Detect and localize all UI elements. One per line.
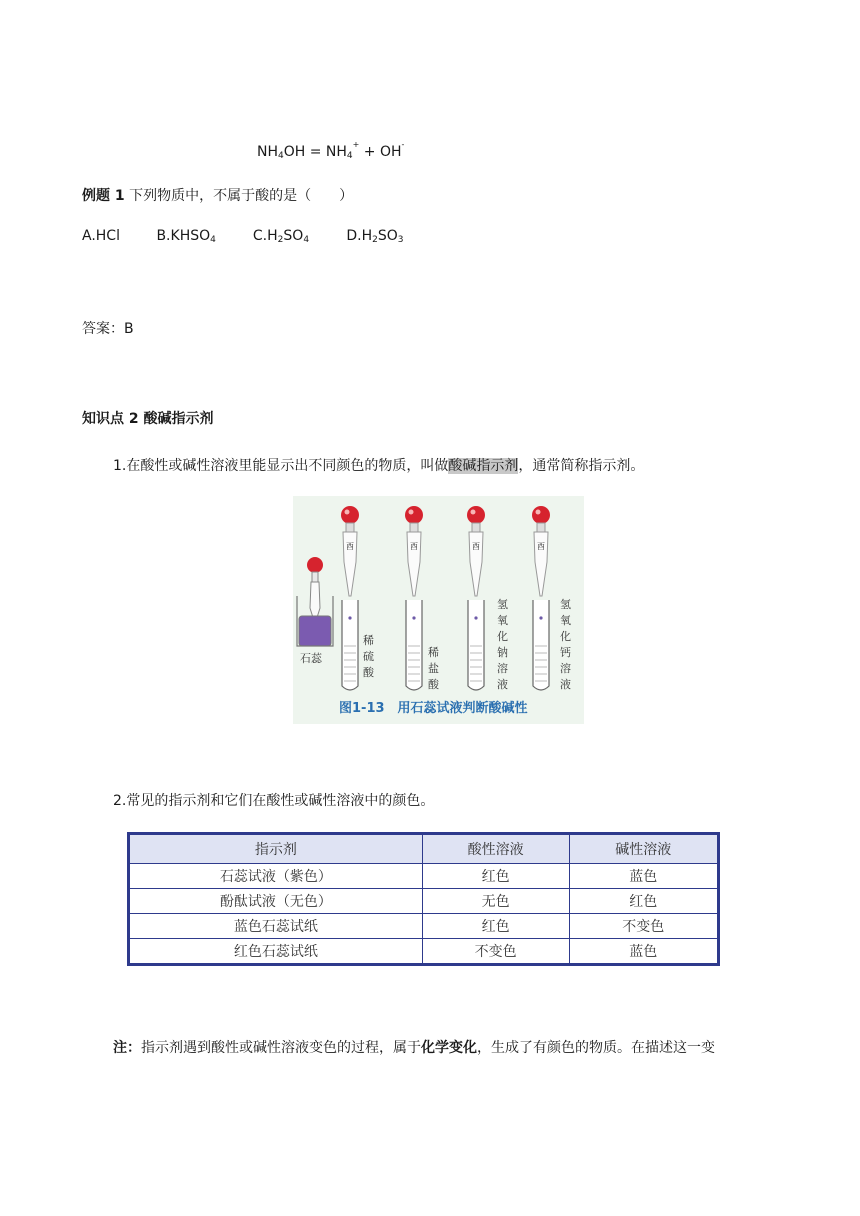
svg-text:液: 液 bbox=[560, 678, 571, 691]
table-cell: 红色 bbox=[569, 889, 718, 914]
option-a: A.HCl bbox=[82, 228, 120, 244]
table-cell: 石蕊试液（紫色） bbox=[129, 864, 423, 889]
paragraph-1: 1.在酸性或碱性溶液里能显示出不同颜色的物质，叫做酸碱指示剂，通常简称指示剂。 bbox=[113, 458, 645, 474]
table-cell: 蓝色 bbox=[569, 864, 718, 889]
svg-text:氧: 氧 bbox=[497, 614, 508, 627]
highlighted-term: 酸碱指示剂 bbox=[448, 458, 519, 474]
beaker-label: 石蕊 bbox=[300, 652, 322, 665]
svg-text:酉: 酉 bbox=[346, 542, 354, 551]
table-cell: 蓝色 bbox=[569, 939, 718, 965]
option-d: $D.H_2SO_3$ bbox=[346, 228, 404, 245]
paragraph-2: 2.常见的指示剂和它们在酸性或碱性溶液中的颜色。 bbox=[113, 793, 435, 809]
option-b: $B.KHSO_4$ bbox=[156, 228, 216, 245]
figure-caption: 图1-13 用石蕊试液判断酸碱性 bbox=[339, 701, 528, 716]
litmus-figure bbox=[293, 496, 584, 724]
litmus-illustration bbox=[293, 496, 584, 724]
tube-label-4: 氢 bbox=[560, 598, 571, 611]
table-header: 指示剂 bbox=[129, 834, 423, 864]
svg-text:酸: 酸 bbox=[428, 678, 439, 691]
example-question: 例题 1 下列物质中，不属于酸的是（ ） bbox=[82, 188, 354, 204]
example-label: 例题 1 bbox=[82, 188, 125, 204]
dropper-label: 酉 bbox=[537, 542, 545, 551]
svg-text:化: 化 bbox=[560, 630, 571, 643]
beaker bbox=[297, 557, 333, 665]
svg-text:硫: 硫 bbox=[363, 650, 374, 663]
table-cell: 无色 bbox=[422, 889, 569, 914]
tube-label-1: 稀 bbox=[363, 634, 374, 647]
tube-set-3 bbox=[467, 506, 508, 691]
tube-set-1 bbox=[341, 506, 375, 690]
answer-options bbox=[82, 228, 404, 245]
section-heading: 知识点 2 酸碱指示剂 bbox=[82, 411, 214, 427]
table-row bbox=[129, 864, 719, 889]
table-cell: 不变色 bbox=[569, 914, 718, 939]
svg-text:氧: 氧 bbox=[560, 614, 571, 627]
table-cell: 红色 bbox=[422, 864, 569, 889]
svg-text:液: 液 bbox=[497, 678, 508, 691]
svg-text:盐: 盐 bbox=[428, 662, 439, 675]
table-row bbox=[129, 939, 719, 965]
tube-label-2: 稀 bbox=[428, 646, 439, 659]
table-header: 碱性溶液 bbox=[569, 834, 718, 864]
svg-text:溶: 溶 bbox=[497, 662, 508, 675]
option-c: $C.H_2SO_4$ bbox=[252, 228, 310, 245]
table-cell: 不变色 bbox=[422, 939, 569, 965]
note-label: 注： bbox=[113, 1040, 141, 1056]
svg-text:溶: 溶 bbox=[560, 662, 571, 675]
dropper-label: 酉 bbox=[410, 542, 418, 551]
tube-label-3: 氢 bbox=[497, 598, 508, 611]
answer: 答案：B bbox=[82, 321, 134, 337]
ionization-equation: $NH_4OH = NH_4^+ + OH^-$ bbox=[257, 140, 405, 161]
table-header: 酸性溶液 bbox=[422, 834, 569, 864]
table-row bbox=[129, 914, 719, 939]
table-header-row bbox=[129, 834, 719, 864]
svg-text:化: 化 bbox=[497, 630, 508, 643]
table-row bbox=[129, 889, 719, 914]
table-cell: 蓝色石蕊试纸 bbox=[129, 914, 423, 939]
tube-set-4 bbox=[532, 506, 571, 691]
svg-text:钠: 钠 bbox=[497, 646, 508, 659]
table-cell: 红色 bbox=[422, 914, 569, 939]
indicator-table bbox=[127, 832, 720, 966]
tube-set-2 bbox=[405, 506, 440, 691]
note-paragraph: 注：指示剂遇到酸性或碱性溶液变色的过程，属于化学变化，生成了有颜色的物质。在描述这一变 bbox=[113, 1040, 715, 1056]
svg-text:钙: 钙 bbox=[560, 646, 571, 659]
table-cell: 红色石蕊试纸 bbox=[129, 939, 423, 965]
svg-text:酸: 酸 bbox=[363, 666, 374, 679]
dropper-label: 酉 bbox=[472, 542, 480, 551]
note-bold-term: 化学变化 bbox=[421, 1040, 477, 1056]
table-cell: 酚酞试液（无色） bbox=[129, 889, 423, 914]
